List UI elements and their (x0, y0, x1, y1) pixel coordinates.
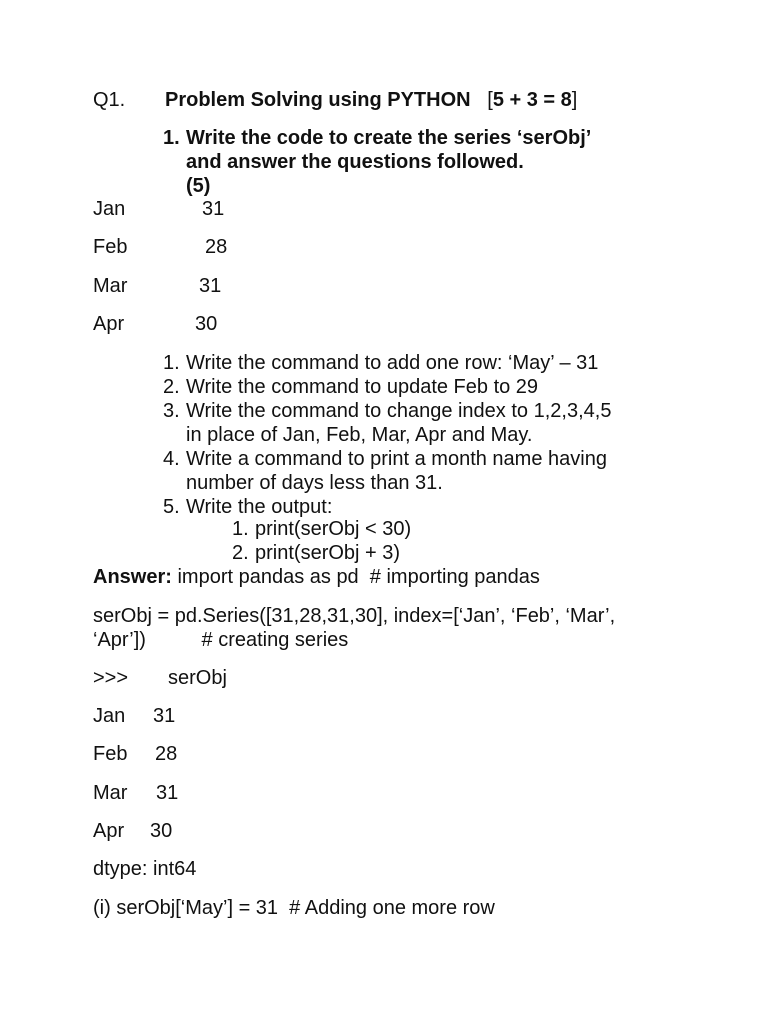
answer-output-row-jan (93, 704, 176, 728)
series-days: 31 (199, 275, 222, 297)
answer-output-row-apr (93, 819, 173, 843)
series-row-apr (93, 312, 218, 336)
marks-open-bracket: [ (487, 89, 493, 111)
answer-import: import pandas as pd # importing pandas (171, 566, 540, 588)
output-month: Apr (93, 820, 125, 842)
output-item-number: 2. (232, 542, 249, 564)
answer-output-row-mar (93, 781, 179, 805)
series-days: 30 (195, 313, 218, 335)
answer-prompt-line (93, 666, 227, 690)
sub-question-text: Write the command to add one row: ‘May’ – 31 (186, 352, 599, 374)
sub-question-item (163, 375, 723, 399)
sub-questions-list (163, 351, 723, 519)
task-line-2: and answer the questions followed. (186, 151, 524, 173)
answer-line-1 (93, 565, 723, 589)
output-item-text: print(serObj + 3) (255, 542, 401, 564)
series-row-feb (93, 235, 228, 259)
answer-code-line-b: ‘Apr’]) # creating series (93, 629, 349, 651)
series-month: Apr (93, 313, 125, 335)
output-month: Feb (93, 743, 128, 765)
output-days: 28 (155, 743, 178, 765)
sub-question-item (163, 399, 723, 447)
sub-question-item (163, 351, 723, 375)
marks-close-bracket: ] (571, 89, 578, 111)
series-row-jan (93, 197, 225, 221)
series-month: Feb (93, 236, 128, 258)
sub-question-text: number of days less than 31. (186, 472, 443, 494)
sub-question-number: 3. (163, 400, 180, 422)
answer-dtype: dtype: int64 (93, 858, 197, 880)
output-item (232, 517, 652, 541)
sub-question-text: Write the output: (186, 496, 333, 518)
sub-question-text: Write a command to print a month name having (186, 448, 607, 470)
question-marks: 5 + 3 = 8 (492, 89, 572, 111)
sub-question-number: 1. (163, 352, 180, 374)
series-month: Mar (93, 275, 128, 297)
output-item-text: print(serObj < 30) (255, 518, 412, 540)
task-statement (163, 126, 723, 198)
output-month: Mar (93, 782, 128, 804)
question-title (165, 88, 577, 112)
sub-question-number: 5. (163, 496, 180, 518)
question-number: Q1. (93, 89, 126, 111)
task-line-1: Write the code to create the series ‘serObj’ (186, 127, 592, 149)
sub-question-item (163, 495, 723, 519)
series-month: Jan (93, 198, 126, 220)
output-month: Jan (93, 705, 126, 727)
output-item-number: 1. (232, 518, 249, 540)
answer-output-row-feb (93, 742, 178, 766)
output-days: 31 (156, 782, 179, 804)
sub-question-text: Write the command to change index to 1,2,3,4,5 (186, 400, 612, 422)
task-line-3: (5) (186, 175, 211, 197)
answer-series-code (93, 604, 723, 652)
answer-label: Answer: (93, 566, 172, 588)
question-title-text: Problem Solving using PYTHON (165, 89, 471, 111)
sub-question-number: 4. (163, 448, 180, 470)
sub-question-item (163, 447, 723, 495)
sub-question-number: 2. (163, 376, 180, 398)
series-days: 31 (202, 198, 225, 220)
answer-code-line-a: serObj = pd.Series([31,28,31,30], index=[‘Jan’, ‘Feb’, ‘Mar’, (93, 605, 616, 627)
series-row-mar (93, 274, 222, 298)
sub-question-text: Write the command to update Feb to 29 (186, 376, 539, 398)
prompt-command: serObj (168, 667, 227, 689)
task-item (163, 126, 723, 198)
output-days: 30 (150, 820, 173, 842)
task-number: 1. (163, 127, 180, 149)
series-days: 28 (205, 236, 228, 258)
output-items-list (232, 517, 652, 565)
output-item (232, 541, 652, 565)
prompt-symbol: >>> (93, 667, 129, 689)
sub-question-text: in place of Jan, Feb, Mar, Apr and May. (186, 424, 533, 446)
output-days: 31 (153, 705, 176, 727)
answer-part-1: (i) serObj[‘May’] = 31 # Adding one more row (93, 897, 495, 919)
